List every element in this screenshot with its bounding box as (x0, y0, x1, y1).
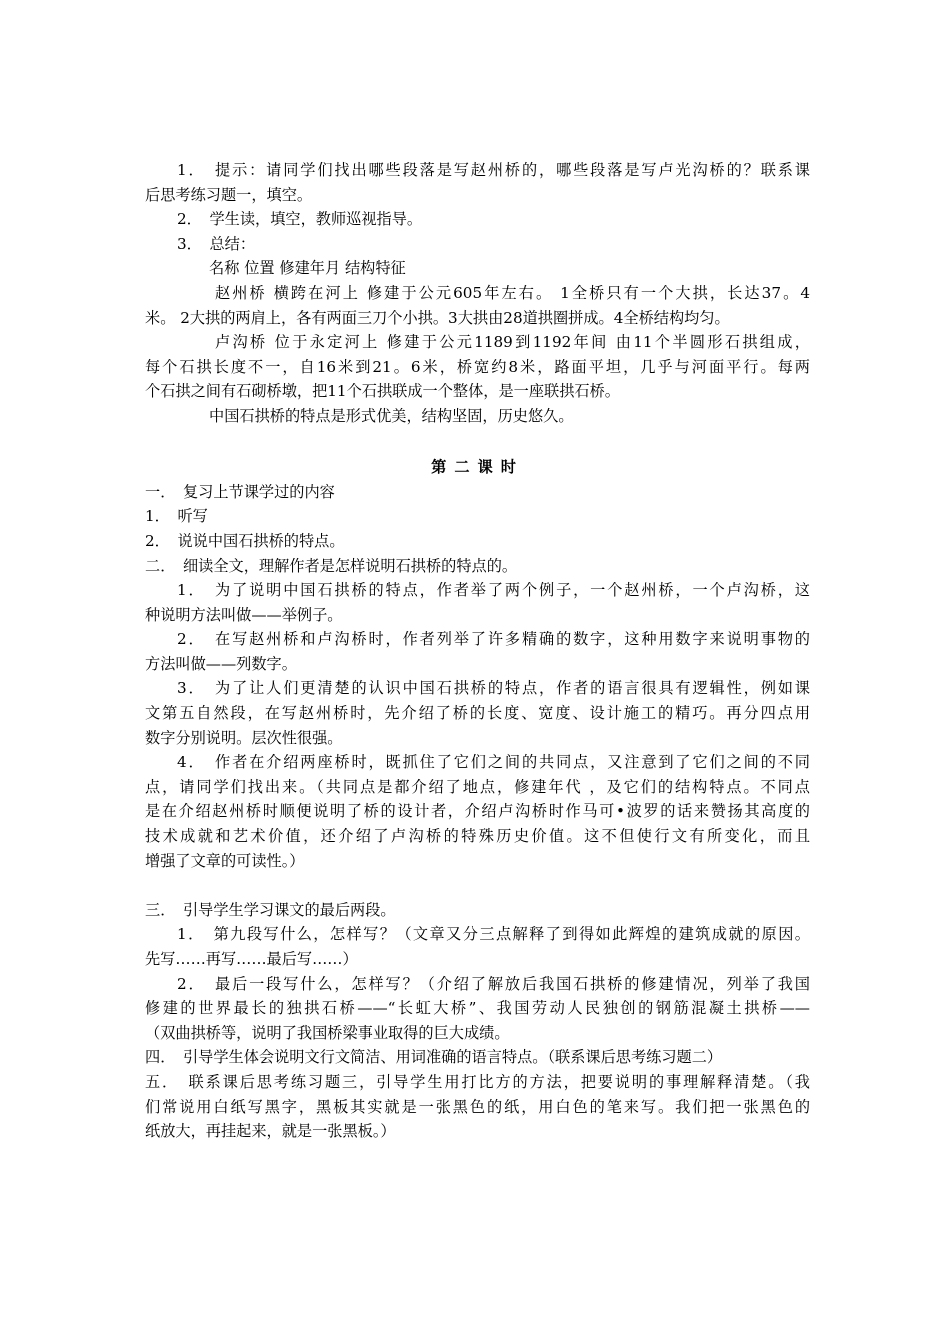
text-line: 先写……再写……最后写……） (145, 950, 358, 968)
lesson-two-section (145, 480, 810, 874)
text-line: 后思考练习题一，填空。 (145, 185, 313, 204)
text-line: 每个石拱长度不一，自16米到21。6米，桥宽约8米，路面平坦，几乎与河面平行。每两 (145, 357, 810, 376)
text-line: 3． 总结： (177, 234, 256, 253)
text-line: 2． 在写赵州桥和卢沟桥时，作者列举了许多精确的数字，这种用数字来说明事物的 (177, 630, 810, 649)
text-line: 技术成就和艺术价值，还介绍了卢沟桥的特殊历史价值。这不但使行文有所变化，而且 (145, 827, 810, 846)
text-line: 三． 引导学生学习课文的最后两段。 (145, 900, 396, 919)
text-line: （双曲拱桥等，说明了我国桥梁事业取得的巨大成绩。 (145, 1023, 510, 1042)
text-line: 方法叫做——列数字。 (145, 654, 297, 673)
text-line: 2． 说说中国石拱桥的特点。 (145, 531, 345, 550)
text-line: 2． 最后一段写什么，怎样写？（介绍了解放后我国石拱桥的修建情况，列举了我国 (177, 974, 810, 993)
text-line: 中国石拱桥的特点是形式优美，结构坚固，历史悠久。 (209, 406, 574, 425)
text-line: 们常说用白纸写黑字，黑板其实就是一张黑色的纸，用白色的笔来写。我们把一张黑色的 (145, 1097, 810, 1116)
text-line: 纸放大，再挂起来，就是一张黑板。） (145, 1122, 396, 1141)
text-line: 1． 第九段写什么，怎样写？（文章又分三点解释了到得如此辉煌的建筑成就的原因。 (177, 925, 810, 944)
text-line: 点，请同学们找出来。（共同点是都介绍了地点，修建年代 ，及它们的结构特点。不同点 (145, 777, 810, 796)
document-page (145, 158, 810, 1144)
text-line: 2． 学生读，填空，教师巡视指导。 (177, 210, 423, 229)
text-line: 数字分别说明。层次性很强。 (145, 728, 343, 747)
text-line: 4． 作者在介绍两座桥时，既抓住了它们之间的共同点，又注意到了它们之间的不同 (177, 753, 810, 772)
text-line: 3． 为了让人们更清楚的认识中国石拱桥的特点，作者的语言很具有逻辑性，例如课 (177, 679, 810, 698)
text-line: 种说明方法叫做——举例子。 (145, 605, 343, 624)
summary-section (145, 158, 810, 429)
table-header-line: 名称 位置 修建年月 结构特征 (209, 259, 406, 278)
text-line: 卢沟桥 位于永定河上 修建于公元1189到1192年间 由11个半圆形石拱组成， (215, 333, 810, 352)
spacer (145, 429, 810, 454)
text-line: 四． 引导学生体会说明文行文简洁、用词准确的语言特点。（联系课后思考练习题二） (145, 1048, 723, 1067)
text-line: 1． 为了说明中国石拱桥的特点，作者举了两个例子，一个赵州桥，一个卢沟桥，这 (177, 581, 810, 600)
text-line: 个石拱之间有石砌桥墩，把11个石拱联成一个整体，是一座联拱石桥。 (145, 382, 620, 401)
final-section (145, 898, 810, 1144)
text-line: 米。 2大拱的两肩上，各有两面三刀个小拱。3大拱由28道拱圈拼成。4全桥结构均匀。 (145, 308, 730, 327)
text-line: 增强了文章的可读性。） (145, 851, 305, 870)
lesson-title: 第二课时 (431, 458, 524, 477)
spacer (145, 873, 810, 898)
text-line: 一． 复习上节课学过的内容 (145, 482, 335, 501)
text-line: 修建的世界最长的独拱石桥——“长虹大桥”、我国劳动人民独创的钢筋混凝土拱桥—— (145, 999, 810, 1018)
text-line: 1． 提示：请同学们找出哪些段落是写赵州桥的，哪些段落是写卢光沟桥的？联系课 (177, 161, 810, 179)
text-line: 二． 细读全文，理解作者是怎样说明石拱桥的特点的。 (145, 556, 518, 575)
text-line: 是在介绍赵州桥时顺便说明了桥的设计者，介绍卢沟桥时作马可•波罗的话来赞扬其高度的 (145, 802, 810, 821)
text-line: 文第五自然段，在写赵州桥时，先介绍了桥的长度、宽度、设计施工的精巧。再分四点用 (145, 704, 810, 723)
text-line: 赵州桥 横跨在河上 修建于公元605年左右。 1全桥只有一个大拱，长达37。4 (215, 283, 810, 302)
text-line: 五． 联系课后思考练习题三，引导学生用打比方的方法，把要说明的事理解释清楚。（我 (145, 1072, 810, 1091)
text-line: 1． 听写 (145, 507, 208, 526)
